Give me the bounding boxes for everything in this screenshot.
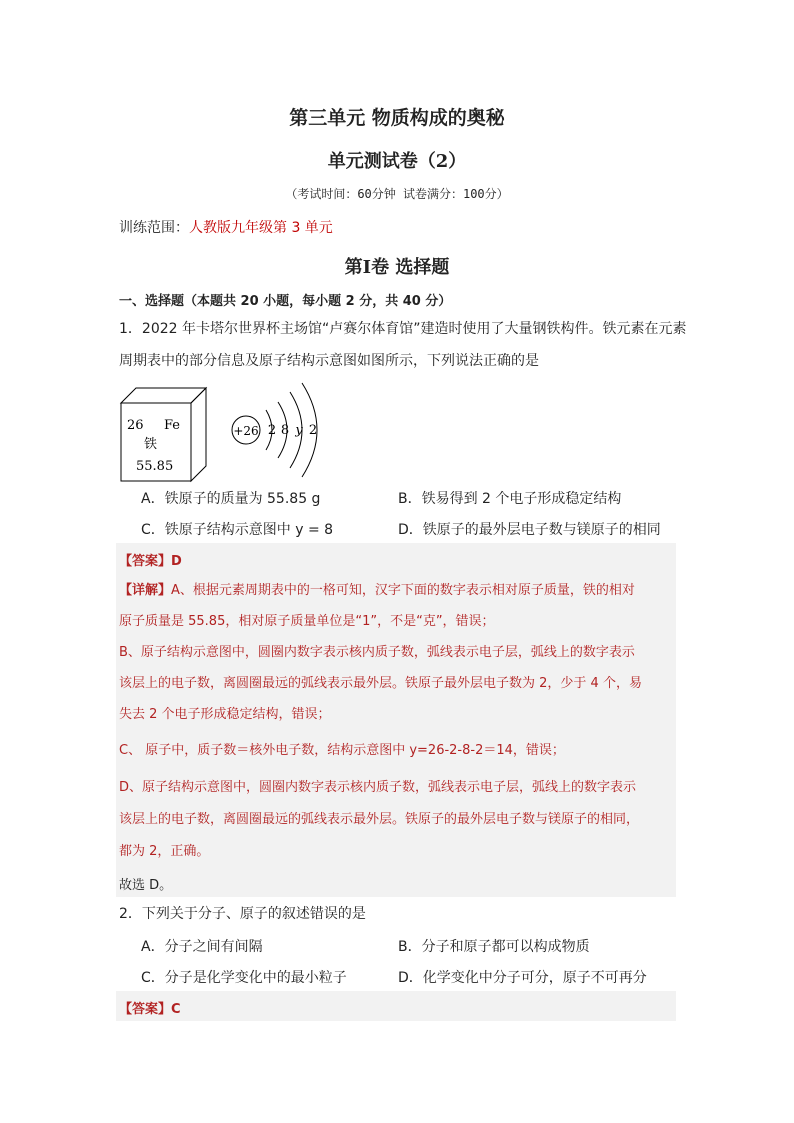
shell-count-4: 2 (308, 423, 318, 438)
shell-count-1: 2 (267, 423, 277, 438)
page-title: 第三单元 物质构成的奥秘 (289, 107, 505, 129)
q1-explain-b1: B、原子结构示意图中，圆圈内数字表示核内质子数，弧线表示电子层，弧线上的数字表示 (119, 645, 635, 660)
q1-answer: 【答案】D (119, 554, 182, 569)
atomic-structure-diagram (232, 383, 317, 477)
exam-info: （考试时间：60分钟 试卷满分：100分） (285, 187, 509, 201)
atomic-number: 26 (127, 418, 144, 433)
nucleus-charge: +26 (233, 424, 259, 438)
part-heading: 一、选择题（本题共 20 小题，每小题 2 分，共 40 分） (119, 294, 452, 309)
q1-stem-line2: 周期表中的部分信息及原子结构示意图如图所示，下列说法正确的是 (119, 353, 539, 369)
q1-explain-b3: 失去 2 个电子形成稳定结构，错误； (119, 707, 331, 722)
element-name: 铁 (144, 437, 158, 452)
q1-option-b: B．铁易得到 2 个电子形成稳定结构 (398, 491, 622, 507)
scope-label: 训练范围： (119, 220, 189, 236)
q1-final-choice: 故选 D。 (119, 878, 173, 893)
section-title: 第Ⅰ卷 选择题 (344, 257, 450, 278)
q2-option-c: C．分子是化学变化中的最小粒子 (141, 970, 347, 986)
q1-explain-d3: 都为 2，正确。 (119, 844, 210, 859)
q2-answer-block (116, 991, 676, 1021)
q1-explain-a1: 【详解】A、根据元素周期表中的一格可知，汉字下面的数字表示相对原子质量，铁的相对 (119, 583, 635, 598)
q2-option-b: B．分子和原子都可以构成物质 (398, 939, 590, 955)
element-symbol: Fe (164, 418, 181, 433)
q1-option-a: A．铁原子的质量为 55.85 g (141, 491, 321, 507)
explain-tag: 【详解】 (119, 583, 172, 598)
atomic-mass: 55.85 (136, 459, 174, 474)
q1-explain-d2: 该层上的电子数，离圆圈最远的弧线表示最外层。铁原子的最外层电子数与镁原子的相同， (119, 812, 640, 827)
q1-explain-c1: C、 原子中，质子数＝核外电子数，结构示意图中 y=26-2-8-2＝14，错误； (119, 743, 565, 758)
page-subtitle: 单元测试卷（2） (327, 151, 467, 172)
q1-stem-line1: 1．2022 年卡塔尔世界杯主场馆“卢赛尔体育馆”建造时使用了大量钢铁构件。铁元素在元素 (119, 321, 687, 337)
q2-option-a: A．分子之间有间隔 (141, 939, 263, 955)
q2-answer: 【答案】C (119, 1002, 181, 1017)
q2-stem: 2．下列关于分子、原子的叙述错误的是 (119, 906, 366, 922)
q1-explain-d1: D、原子结构示意图中，圆圈内数字表示核内质子数，弧线表示电子层，弧线上的数字表示 (119, 780, 637, 795)
q1-option-c: C．铁原子结构示意图中 y = 8 (141, 522, 334, 538)
q1-figure (116, 378, 326, 483)
q1-option-d: D．铁原子的最外层电子数与镁原子的相同 (398, 522, 661, 538)
periodic-table-cell (121, 388, 206, 481)
q1-explain-b2: 该层上的电子数，离圆圈最远的弧线表示最外层。铁原子最外层电子数为 2，少于 4 个，易 (119, 676, 642, 691)
shell-count-2: 8 (280, 423, 290, 438)
scope-value: 人教版九年级第 3 单元 (189, 220, 333, 236)
shell-count-3: y (295, 423, 303, 438)
q1-explain-a2: 原子质量是 55.85，相对原子质量单位是“1”，不是“克”，错误； (119, 614, 495, 629)
q2-option-d: D．化学变化中分子可分，原子不可再分 (398, 970, 647, 986)
training-scope (119, 217, 333, 237)
